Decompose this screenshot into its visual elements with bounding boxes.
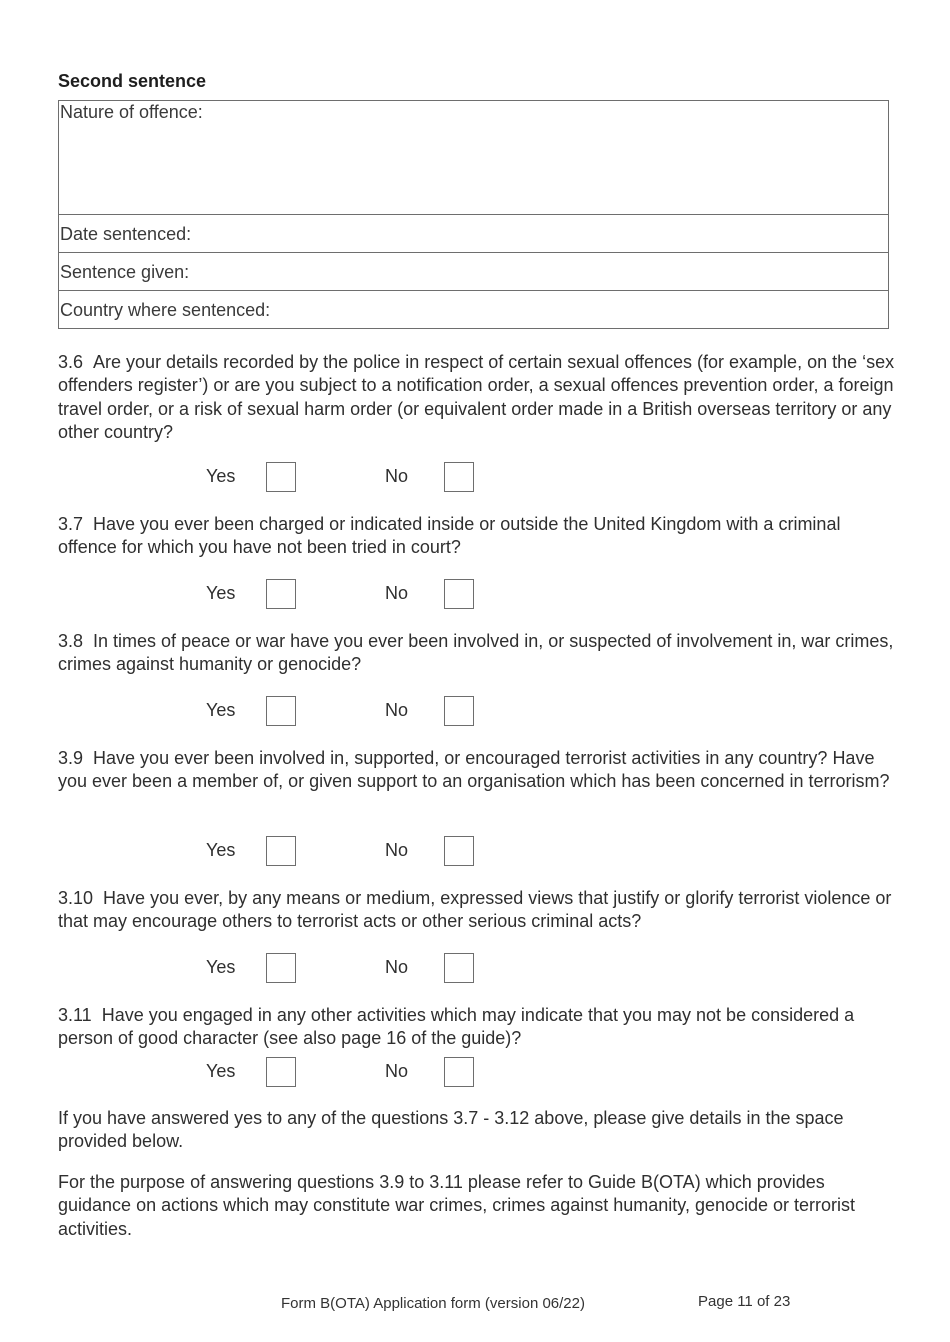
- question-text: In times of peace or war have you ever been involved in, or suspected of involvement in, war crimes, crimes against humanity or genocide?: [58, 631, 894, 675]
- details-instruction: If you have answered yes to any of the questions 3.7 - 3.12 above, please give details in the space provided below.: [58, 1108, 844, 1152]
- answer-row-3-6: [0, 462, 950, 494]
- question-number: 3.11: [58, 1005, 92, 1025]
- question-number: 3.8: [58, 631, 84, 651]
- no-label: No: [385, 700, 409, 720]
- nature-of-offence-field[interactable]: [58, 100, 889, 215]
- yes-checkbox[interactable]: [266, 462, 296, 492]
- question-3-7: [58, 513, 898, 560]
- date-sentenced-field[interactable]: [58, 214, 889, 253]
- question-text: Have you ever been involved in, supported, or encouraged terrorist activities in any country? Have you ever been a member of, or given support to an organisation which has been concerned in terrorism?: [58, 748, 890, 792]
- answer-row-3-10: [0, 953, 950, 985]
- yes-checkbox[interactable]: [266, 836, 296, 866]
- country-sentenced-label: Country where sentenced:: [60, 300, 271, 320]
- section-heading: Second sentence: [58, 71, 207, 91]
- question-text: Have you ever been charged or indicated inside or outside the United Kingdom with a criminal offence for which you have not been tried in court?: [58, 514, 841, 558]
- guide-reference-instruction: For the purpose of answering questions 3.9 to 3.11 please refer to Guide B(OTA) which provides guidance on actions which may constitute war crimes, crimes against humanity, genocide or terrorist activities.: [58, 1172, 856, 1239]
- question-3-9: [58, 747, 898, 794]
- no-checkbox[interactable]: [444, 953, 474, 983]
- question-3-10: [58, 887, 898, 934]
- yes-label: Yes: [206, 957, 236, 977]
- no-checkbox[interactable]: [444, 1057, 474, 1087]
- country-sentenced-field[interactable]: [58, 290, 889, 329]
- answer-row-3-8: [0, 696, 950, 728]
- no-checkbox[interactable]: [444, 836, 474, 866]
- question-text: Have you engaged in any other activities which may indicate that you may not be considered a person of good character (see also page 16 of the guide)?: [58, 1005, 855, 1049]
- answer-row-3-9: [0, 836, 950, 868]
- date-sentenced-label: Date sentenced:: [60, 224, 192, 244]
- yes-label: Yes: [206, 1061, 236, 1081]
- no-label: No: [385, 840, 409, 860]
- question-text: Have you ever, by any means or medium, expressed views that justify or glorify terrorist violence or that may encourage others to terrorist acts or other serious criminal acts?: [58, 888, 892, 932]
- sentence-given-field[interactable]: [58, 252, 889, 291]
- yes-label: Yes: [206, 466, 236, 486]
- no-label: No: [385, 583, 409, 603]
- question-number: 3.7: [58, 514, 84, 534]
- question-number: 3.6: [58, 352, 84, 372]
- answer-row-3-7: [0, 579, 950, 611]
- no-checkbox[interactable]: [444, 579, 474, 609]
- question-number: 3.10: [58, 888, 94, 908]
- yes-checkbox[interactable]: [266, 953, 296, 983]
- page-number: Page 11 of 23: [698, 1293, 791, 1310]
- question-text: Are your details recorded by the police in respect of certain sexual offences (for example, on the ‘sex offenders register’) or are you subject to a notification order, a sexual offences prevention order, a foreign travel order, or a risk of sexual harm order (or equivalent order made in a British overseas territory or any other country?: [58, 352, 895, 442]
- no-checkbox[interactable]: [444, 696, 474, 726]
- question-3-11: [58, 1004, 898, 1051]
- yes-checkbox[interactable]: [266, 579, 296, 609]
- yes-checkbox[interactable]: [266, 696, 296, 726]
- form-name-footer: Form B(OTA) Application form (version 06/22): [281, 1295, 585, 1312]
- yes-checkbox[interactable]: [266, 1057, 296, 1087]
- no-checkbox[interactable]: [444, 462, 474, 492]
- question-3-6: [58, 351, 898, 444]
- no-label: No: [385, 466, 409, 486]
- yes-label: Yes: [206, 700, 236, 720]
- answer-row-3-11: [0, 1057, 950, 1089]
- yes-label: Yes: [206, 840, 236, 860]
- no-label: No: [385, 957, 409, 977]
- sentence-given-label: Sentence given:: [60, 262, 190, 282]
- question-3-8: [58, 630, 898, 677]
- yes-label: Yes: [206, 583, 236, 603]
- question-number: 3.9: [58, 748, 84, 768]
- nature-of-offence-label: Nature of offence:: [60, 102, 203, 122]
- no-label: No: [385, 1061, 409, 1081]
